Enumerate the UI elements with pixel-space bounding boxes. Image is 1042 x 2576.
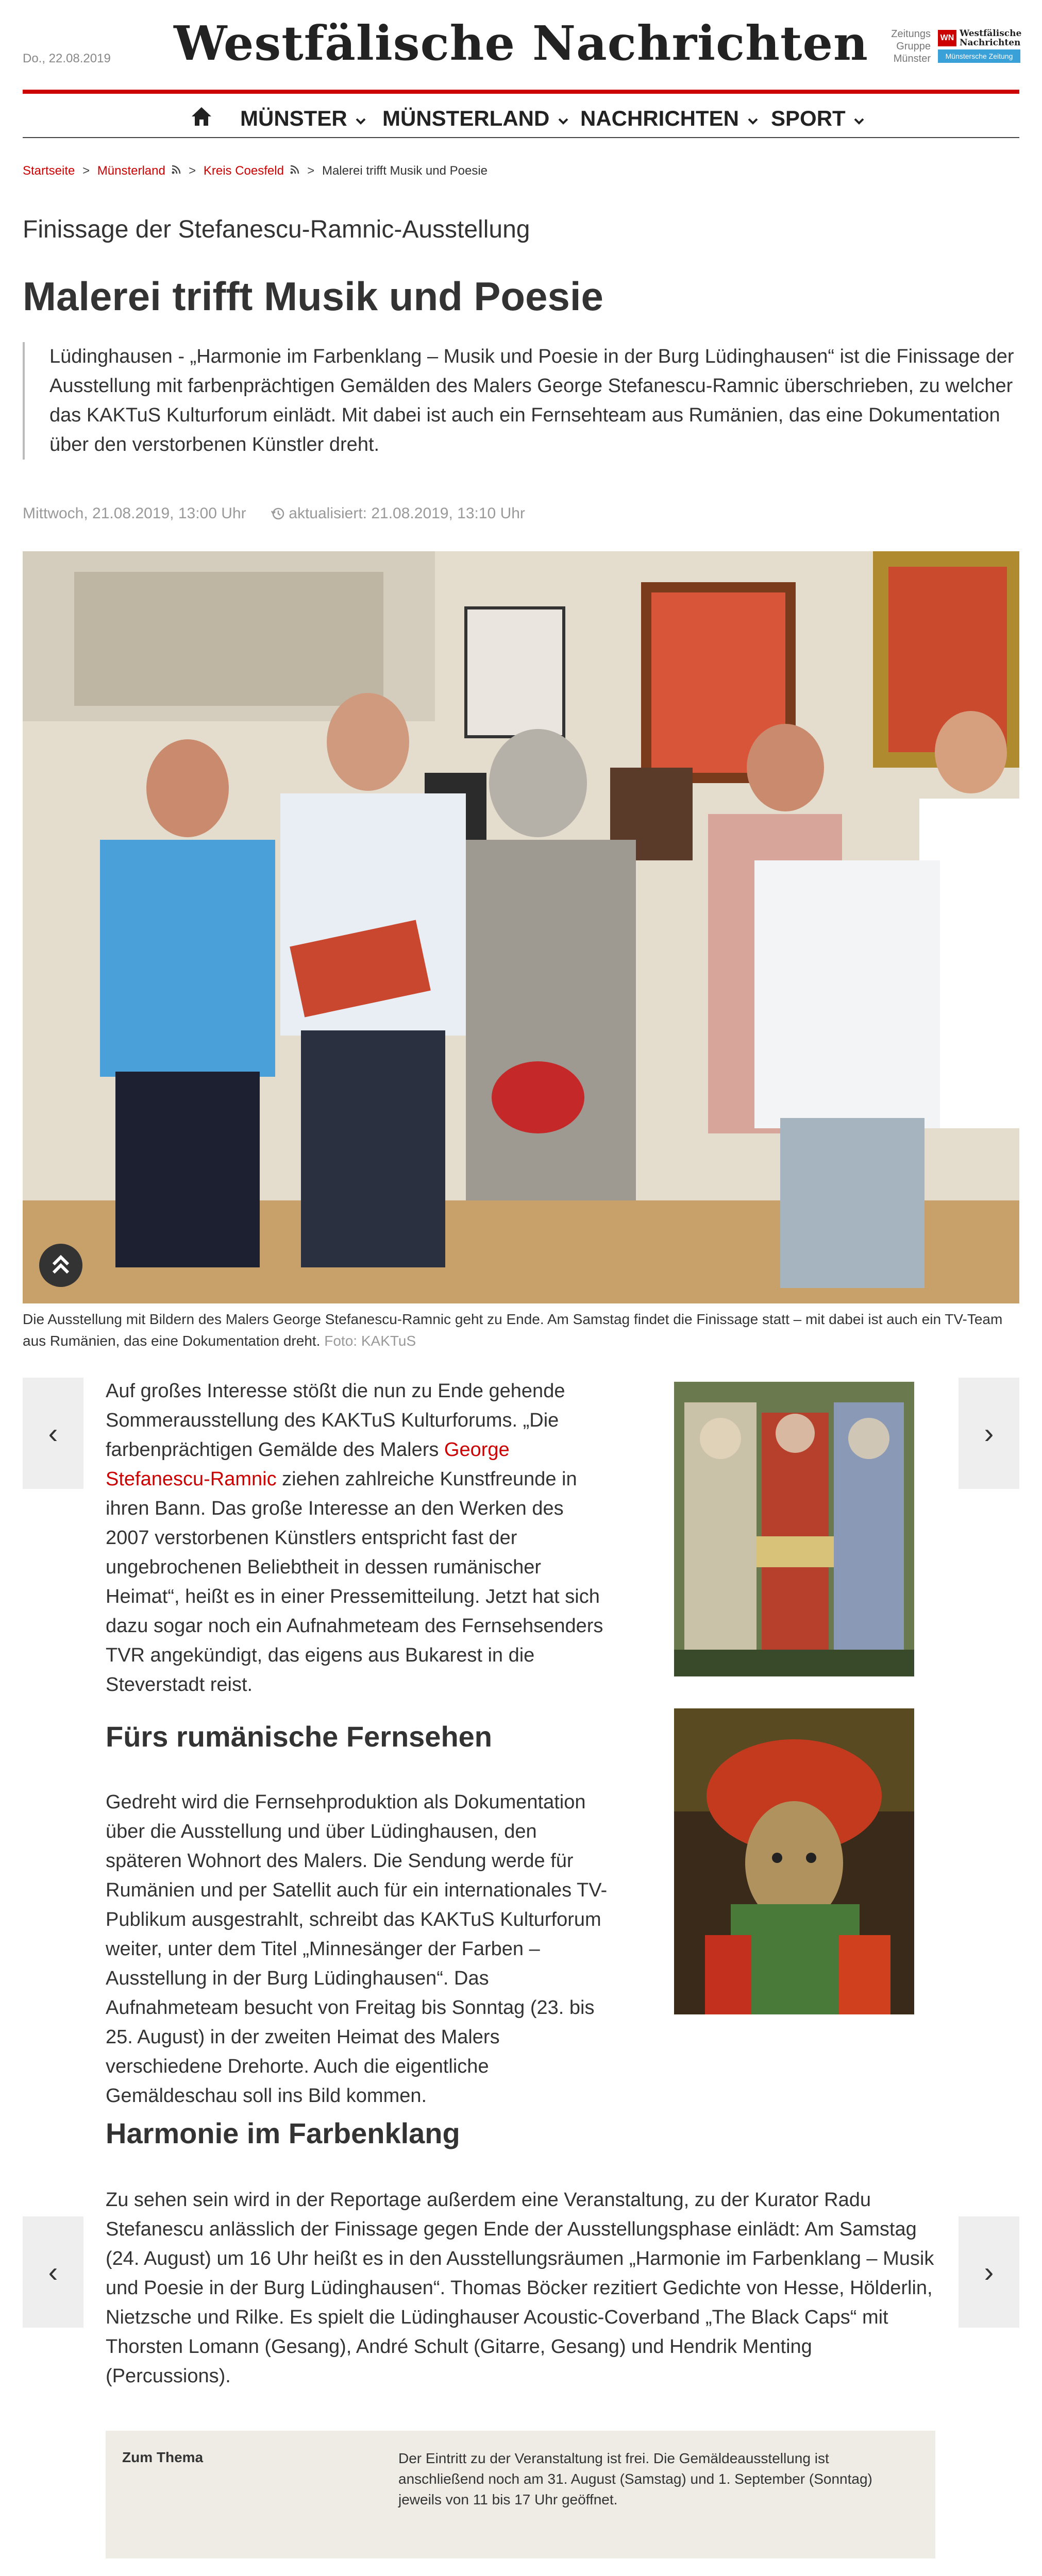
article-paragraph-1 [106, 1377, 611, 1700]
main-nav [0, 95, 1042, 138]
group-label [881, 28, 931, 65]
update-info [271, 505, 525, 522]
photo-caption [23, 1309, 1019, 1352]
rss-icon[interactable] [290, 164, 300, 178]
brand-name: Westfälische Nachrichten [960, 28, 1022, 48]
breadcrumb-current: Malerei trifft Musik und Poesie [322, 164, 488, 178]
subheading-1: Fürs rumänische Fernsehen [106, 1720, 493, 1753]
gallery-prev-button-2[interactable]: ‹ [23, 2216, 83, 2328]
gallery-next-button[interactable]: › [959, 1378, 1019, 1489]
history-icon [271, 507, 284, 520]
caption-text: Die Ausstellung mit Bildern des Malers George Stefanescu-Ramnic geht zu Ende. Am Samstag findet die Finissage statt – mit dabei ist auch ein TV-Team aus Rumänien, das eine Dokumentation dreht. [23, 1311, 1003, 1349]
publish-date: Mittwoch, 21.08.2019, 13:00 Uhr [23, 505, 246, 522]
current-date: Do., 22.08.2019 [23, 52, 111, 65]
scroll-up-button[interactable] [39, 1244, 82, 1287]
photo-credit: Foto: KAKTuS [324, 1333, 416, 1349]
article-meta [23, 505, 525, 522]
chevron-down-icon [558, 117, 569, 126]
gallery-prev-button[interactable]: ‹ [23, 1378, 83, 1489]
article-headline: Malerei trifft Musik und Poesie [23, 274, 603, 319]
paragraph-text: Auf großes Interesse stößt die nun zu Ende gehende Sommerausstellung des KAKTuS Kulturforums. „Die farbenprächtigen Gemälde des Malers [106, 1380, 565, 1461]
artist-link[interactable]: George Stefanescu-Ramnic [106, 1439, 510, 1490]
breadcrumb-separator: > [307, 164, 315, 178]
brand-logo[interactable] [938, 28, 1020, 66]
paragraph-text: ziehen zahlreiche Kunstfreunde in ihren Bann. Das große Interesse an den Werken des 2007 verstorbenen Künstlers entspricht fast der ungebrochenen Beliebtheit in dessen rumänischer Heimat“, heißt es in einer Pressemitteilung. Jetzt hat sich dazu sogar noch ein Aufnahmeteam des Fernsehsenders TVR angekündigt, das eigens aus Bukarest in die Steverstadt reist. [106, 1468, 603, 1696]
header-divider [23, 90, 1019, 94]
breadcrumb-home[interactable]: Startseite [23, 164, 75, 178]
breadcrumb-separator: > [82, 164, 90, 178]
subheading-2: Harmonie im Farbenklang [106, 2117, 460, 2149]
breadcrumb-muensterland[interactable]: Münsterland [97, 164, 165, 178]
article-paragraph-2 [106, 1788, 935, 2111]
brand-sub: Münstersche Zeitung [938, 49, 1020, 63]
paragraph-text: Zu sehen sein wird in der Reportage außerdem eine Veranstaltung, zu der Kurator Radu Stefanescu anlässlich der Finissage gegen Ende der Ausstellungsphase einlädt: Am Samstag (24. August) um 16 Uhr heißt es in den Ausstellungsräumen „Harmonie im Farbenklang – Musik und Poesie in der Burg Lüdinghausen“. Thomas Böcker rezitiert Gedichte von Hesse, Hölderlin, Nietzsche und Rilke. Es spielt die Lüdinghauser Acoustic-Coverband „The Black Caps“ mit Thorsten Lomann (Gesang), André Schult (Gitarre, Gesang) und Hendrik Menting (Percussions). [106, 2189, 934, 2387]
chevron-up-icon [51, 1254, 71, 1277]
article-photo[interactable] [23, 551, 1019, 1303]
nav-item-label: MÜNSTER [240, 106, 347, 130]
gallery-next-button-2[interactable]: › [959, 2216, 1019, 2328]
article-kicker: Finissage der Stefanescu-Ramnic-Ausstellung [23, 216, 530, 243]
paragraph-text: Gedreht wird die Fernsehproduktion als Dokumentation über die Ausstellung und über Lüdinghausen, den späteren Wohnort des Malers. Die Sendung werde für Rumänien und per Satellit auch für ein internationales TV-Publikum ausgestrahlt, schreibt das KAKTuS Kulturforum weiter, unter dem Titel „Minnesänger der Farben – Ausstellung in der Burg Lüdinghausen“. Das Aufnahmeteam besucht von Freitag bis Sonntag (23. bis 25. August) in der zweiten Heimat des Malers verschiedene Drehorte. Auch die eigentliche Gemäldeschau soll ins Bild kommen. [106, 1791, 608, 2107]
info-box-label: Zum Thema [122, 2449, 204, 2465]
breadcrumb [23, 164, 488, 178]
chevron-down-icon [355, 117, 366, 126]
chevron-down-icon [747, 117, 759, 126]
nav-item-muensterland[interactable] [382, 106, 569, 131]
update-date: aktualisiert: 21.08.2019, 13:10 Uhr [289, 505, 525, 522]
painting-image-1[interactable] [674, 1382, 914, 1676]
article-lead: Lüdinghausen - „Harmonie im Farbenklang – Musik und Poesie in der Burg Lüdinghausen“ ist die Finissage der Ausstellung mit farbenprächtigen Gemälden des Malers George Stefanescu-Ramnic überschrieben, zu welcher das KAKTuS Kulturforum einlädt. Mit dabei ist auch ein Fernsehteam aus Rumänien, das eine Dokumentation über den verstorbenen Künstler dreht. [23, 342, 1019, 460]
rss-icon[interactable] [171, 164, 181, 178]
home-icon[interactable] [191, 106, 211, 127]
site-logo[interactable]: Westfälische Nachrichten [174, 15, 868, 71]
nav-item-label: SPORT [771, 106, 846, 130]
nav-item-nachrichten[interactable] [580, 106, 759, 131]
info-box [106, 2431, 935, 2558]
nav-item-sport[interactable] [771, 106, 865, 131]
nav-item-muenster[interactable] [240, 106, 366, 131]
breadcrumb-separator: > [189, 164, 196, 178]
nav-item-label: MÜNSTERLAND [382, 106, 550, 130]
group-label-text: Zeitungs Gruppe Münster [891, 28, 931, 64]
nav-divider [23, 137, 1019, 138]
brand-mark: WN [938, 30, 956, 46]
chevron-down-icon [853, 117, 865, 126]
article-paragraph-3 [106, 2185, 935, 2391]
nav-item-label: NACHRICHTEN [580, 106, 739, 130]
info-box-text: Der Eintritt zu der Veranstaltung ist frei. Die Gemäldeausstellung ist anschließend noch am 31. August (Samstag) und 1. September (Sonntag) jeweils von 11 bis 17 Uhr geöffnet. [398, 2450, 872, 2507]
breadcrumb-kreis-coesfeld[interactable]: Kreis Coesfeld [203, 164, 284, 178]
